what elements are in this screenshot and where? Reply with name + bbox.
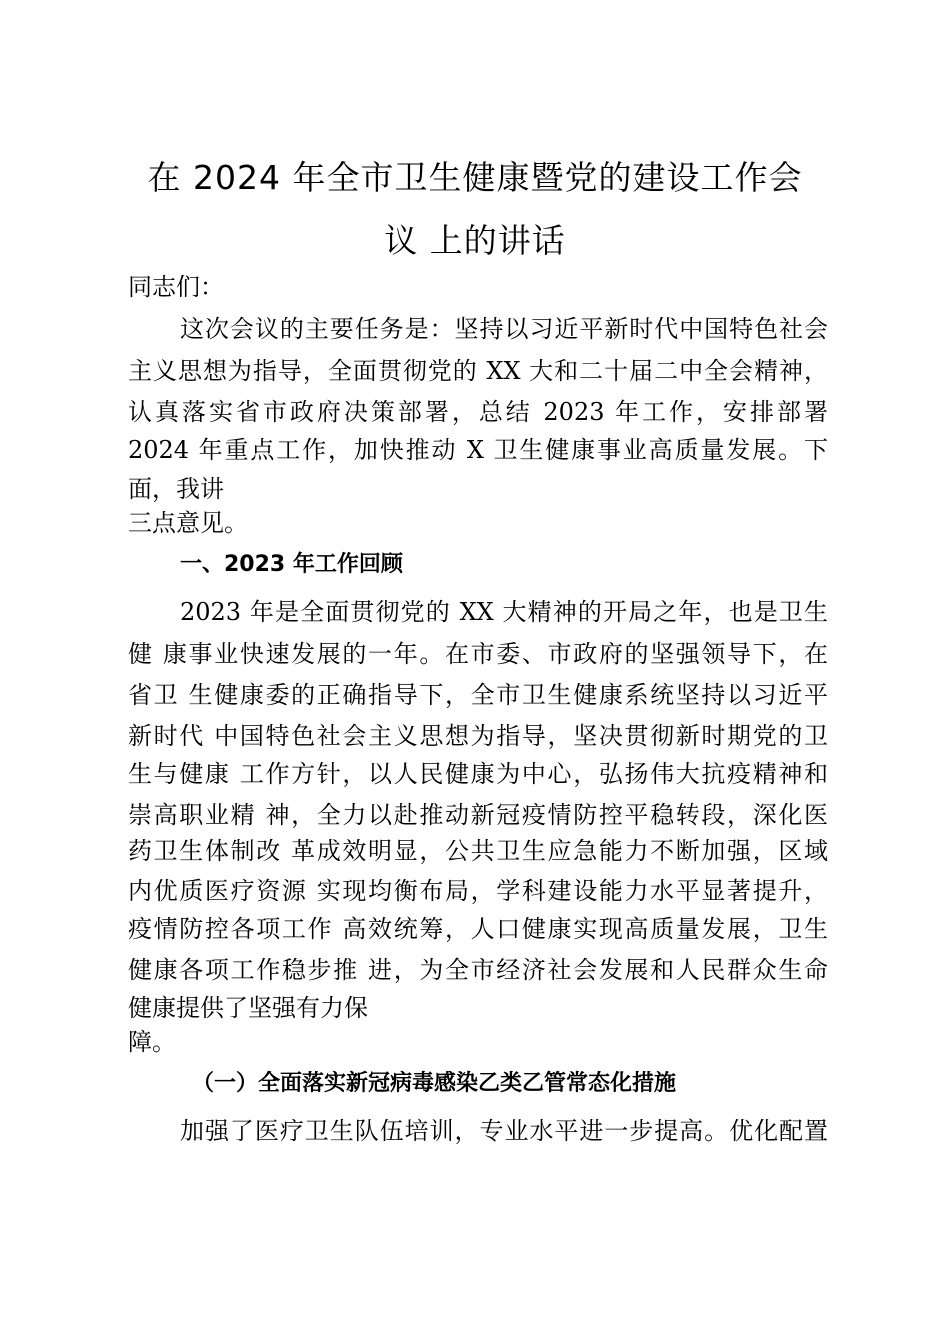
- body-line: 加强了医疗卫生队伍培训，专业水平进一步提高。优化配置: [180, 1117, 828, 1145]
- document-title-line-2: 议 上的讲话: [384, 221, 566, 260]
- intro-line: 这次会议的主要任务是：坚持以习近平新时代中国特色社会: [180, 315, 828, 343]
- body-line: 省卫 生健康委的正确指导下，全市卫生健康系统坚持以习近平: [128, 681, 828, 709]
- body-line: 崇高职业精 神，全力以赴推动新冠疫情防控平稳转段，深化医: [128, 801, 828, 829]
- salutation: 同志们：: [128, 273, 224, 301]
- intro-line: 2024 年重点工作，加快推动 X 卫生健康事业高质量发展。下: [128, 436, 828, 464]
- intro-line: 面，我讲: [128, 475, 224, 503]
- body-line: 健康提供了坚强有力保: [128, 994, 368, 1022]
- body-line: 内优质医疗资源 实现均衡布局，学科建设能力水平显著提升，: [128, 877, 828, 905]
- body-line: 新时代 中国特色社会主义思想为指导，坚决贯彻新时期党的卫: [128, 722, 828, 750]
- intro-line: 主义思想为指导，全面贯彻党的 XX 大和二十届二中全会精神，: [128, 357, 828, 385]
- document-title-line-1: 在 2024 年全市卫生健康暨党的建设工作会: [147, 158, 803, 197]
- body-line: 2023 年是全面贯彻党的 XX 大精神的开局之年，也是卫生: [180, 598, 828, 626]
- body-line: 生与健康 工作方针，以人民健康为中心，弘扬伟大抗疫精神和: [128, 760, 828, 788]
- body-line: 障。: [128, 1028, 176, 1056]
- subsection-heading: （一）全面落实新冠病毒感染乙类乙管常态化措施: [192, 1071, 677, 1096]
- intro-line: 认真落实省市政府决策部署，总结 2023 年工作，安排部署: [128, 398, 828, 426]
- section-heading: 一、2023 年工作回顾: [180, 552, 403, 577]
- body-line: 药卫生体制改 革成效明显，公共卫生应急能力不断加强，区域: [128, 837, 828, 865]
- body-line: 健 康事业快速发展的一年。在市委、市政府的坚强领导下，在: [128, 640, 828, 668]
- intro-line: 三点意见。: [128, 509, 248, 537]
- body-line: 疫情防控各项工作 高效统筹，人口健康实现高质量发展，卫生: [128, 915, 828, 943]
- body-line: 健康各项工作稳步推 进，为全市经济社会发展和人民群众生命: [128, 956, 828, 984]
